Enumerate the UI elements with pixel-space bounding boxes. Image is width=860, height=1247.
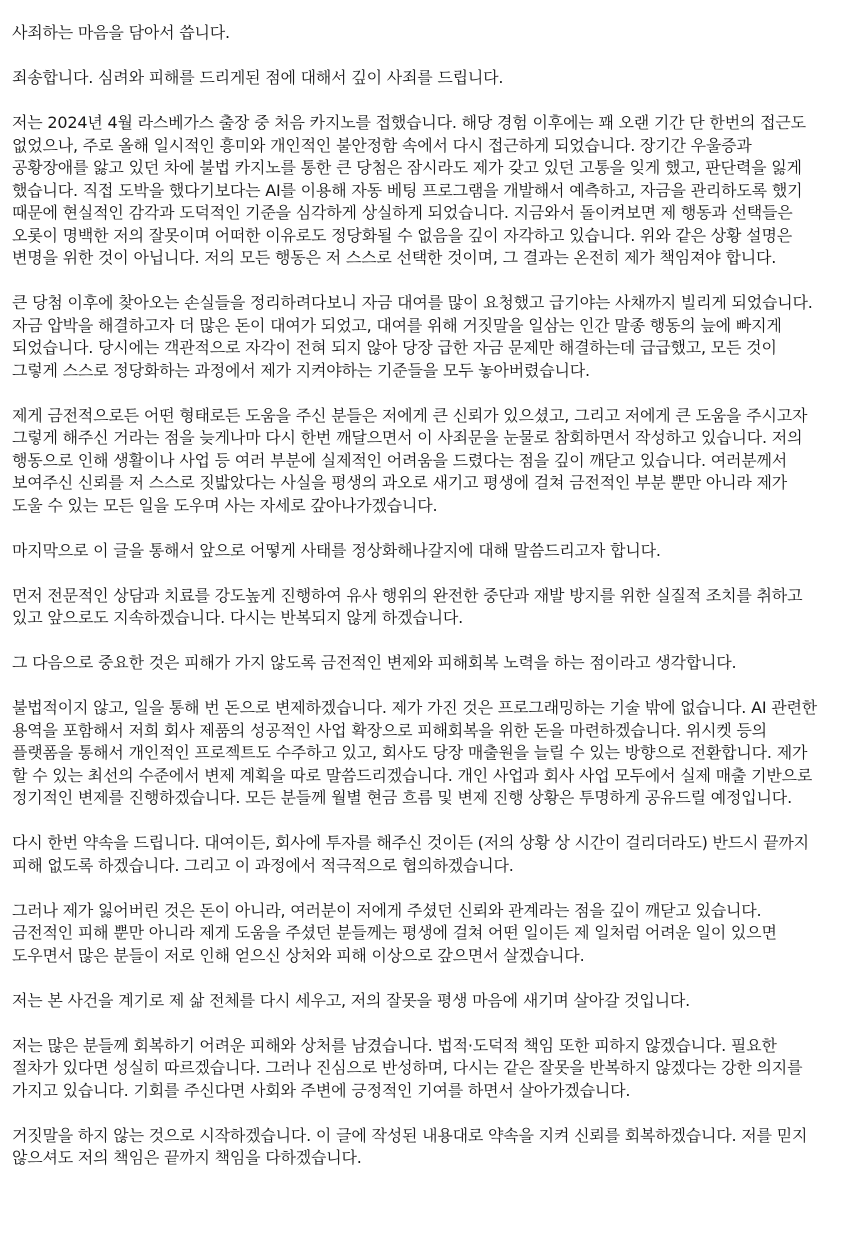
paragraph-trust: 제게 금전적으로든 어떤 형태로든 도움을 주신 분들은 저에게 큰 신뢰가 있으셨고, 그리고 저에게 큰 도움을 주시고자 그렇게 해주신 거라는 점을 늦게나마 다시 한번 깨달으면서 이 사죄문을 눈물로 참회하면서 작성하고 있습니다. 저의 행동으로 인해 생활이나 사업 등 여러 부분에 실제적인 어려움을 드렸다는 점을 깊이 깨닫고 있습니다. 여러분께서 보여주신 신뢰를 저 스스로 짓밟았다는 사실을 평생의 과오로 새기고 평생에 걸쳐 금전적인 부분 뿐만 아니라 제가 도울 수 있는 모든 일을 도우며 사는 자세로 갚아나가겠습니다. <box>12 405 808 515</box>
paragraph-repayment-priority: 그 다음으로 중요한 것은 피해가 가지 않도록 금전적인 변제와 피해회복 노력을 하는 점이라고 생각합니다. <box>12 653 737 672</box>
letter-heading: 사죄하는 마음을 담아서 씁니다. <box>12 23 230 42</box>
paragraph-promise: 다시 한번 약속을 드립니다. 대여이든, 회사에 투자를 해주신 것이든 (저의 상황 상 시간이 걸리더라도) 반드시 끝까지 피해 없도록 하겠습니다. 그리고 이 과정에서 적극적으로 협의하겠습니다. <box>12 833 809 875</box>
paragraph-plan-intro: 마지막으로 이 글을 통해서 앞으로 어떻게 사태를 정상화해나갈지에 대해 말씀드리고자 합니다. <box>12 540 661 560</box>
paragraph-repayment-plan: 불법적이지 않고, 일을 통해 번 돈으로 변제하겠습니다. 제가 가진 것은 프로그래밍하는 기술 밖에 없습니다. AI 관련한 용역을 포함해서 저희 회사 제품의 성공적인 사업 확장으로 피해회복을 위한 돈을 마련하겠습니다. 위시켓 등의 플랫폼을 통해서 개인적인 프로젝트도 수주하고 있고, 회사도 당장 매출원을 늘릴 수 있는 방향으로 전환합니다. 제가 할 수 있는 최선의 수준에서 변제 계획을 따로 말씀드리겠습니다. 개인 사업과 회사 사업 모두에서 실제 매출 기반으로 정기적인 변제를 진행하겠습니다. 모든 분들께 월별 현금 흐름 및 변제 진행 상황은 투명하게 공유드릴 예정입니다. <box>12 698 817 807</box>
paragraph-lost-trust: 그러나 제가 잃어버린 것은 돈이 아니라, 여러분이 저에게 주셨던 신뢰와 관계라는 점을 깊이 깨닫고 있습니다. 금전적인 피해 뿐만 아니라 제게 도움을 주셨던 분들께는 평생에 걸쳐 어떤 일이든 제 일처럼 어려운 일이 있으면 도우면서 많은 분들이 저로 인해 얻으신 상처와 피해 이상으로 갚으면서 살겠습니다. <box>12 900 777 965</box>
paragraph-treatment: 먼저 전문적인 상담과 치료를 강도높게 진행하여 유사 행위의 완전한 중단과 재발 방지를 위한 실질적 조치를 취하고 있고 앞으로도 지속하겠습니다. 다시는 반복되지 않게 하겠습니다. <box>12 585 803 627</box>
paragraph-closing: 거짓말을 하지 않는 것으로 시작하겠습니다. 이 글에 작성된 내용대로 약속을 지켜 신뢰를 회복하겠습니다. 저를 믿지 않으셔도 저의 책임은 끝까지 책임을 다하겠습니다. <box>12 1125 808 1167</box>
paragraph-losses: 큰 당첨 이후에 찾아오는 손실들을 정리하려다보니 자금 대여를 많이 요청했고 급기야는 사채까지 빌리게 되었습니다. 자금 압박을 해결하고자 더 많은 돈이 대여가 되었고, 대여를 위해 거짓말을 일삼는 인간 말종 행동의 늪에 빠지게 되었습니다. 당시에는 객관적으로 자각이 전혀 되지 않아 당장 급한 자금 문제만 해결하는데 급급했고, 모든 것이 그렇게 스스로 정당화하는 과정에서 제가 지켜야하는 기준들을 모두 놓아버렸습니다. <box>12 293 813 380</box>
paragraph-apology: 죄송합니다. 심려와 피해를 드리게된 점에 대해서 깊이 사죄를 드립니다. <box>12 68 504 87</box>
paragraph-rebuild: 저는 본 사건을 계기로 제 삶 전체를 다시 세우고, 저의 잘못을 평생 마음에 새기며 살아갈 것입니다. <box>12 990 691 1010</box>
paragraph-responsibility: 저는 많은 분들께 회복하기 어려운 피해와 상처를 남겼습니다. 법적·도덕적 책임 또한 피하지 않겠습니다. 필요한 절차가 있다면 성실히 따르겠습니다. 그러나 진심으로 반성하며, 다시는 같은 잘못을 반복하지 않겠다는 강한 의지를 가지고 있습니다. 기회를 주신다면 사회와 주변에 긍정적인 기여를 하면서 살아가겠습니다. <box>12 1035 803 1100</box>
paragraph-background: 저는 2024년 4월 라스베가스 출장 중 처음 카지노를 접했습니다. 해당 경험 이후에는 꽤 오랜 기간 단 한번의 접근도 없었으나, 주로 올해 일시적인 흥미와 개인적인 불안정함 속에서 다시 접근하게 되었습니다. 장기간 우울증과 공황장애를 앓고 있던 차에 불법 카지노를 통한 큰 당첨은 잠시라도 제가 갖고 있던 고통을 잊게 했고, 판단력을 잃게 했습니다. 직접 도박을 했다기보다는 AI를 이용해 자동 베팅 프로그램을 개발해서 예측하고, 자금을 관리하도록 했기 때문에 현실적인 감각과 도덕적인 기준을 심각하게 상실하게 되었습니다. 지금와서 돌이켜보면 제 행동과 선택들은 오롯이 명백한 저의 잘못이며 어떠한 이유로도 정당화될 수 없음을 깊이 자각하고 있습니다. 위와 같은 상황 설명은 변명을 위한 것이 아닙니다. 저의 모든 행동은 저 스스로 선택한 것이며, 그 결과는 온전히 제가 책임져야 합니다. <box>12 113 806 267</box>
